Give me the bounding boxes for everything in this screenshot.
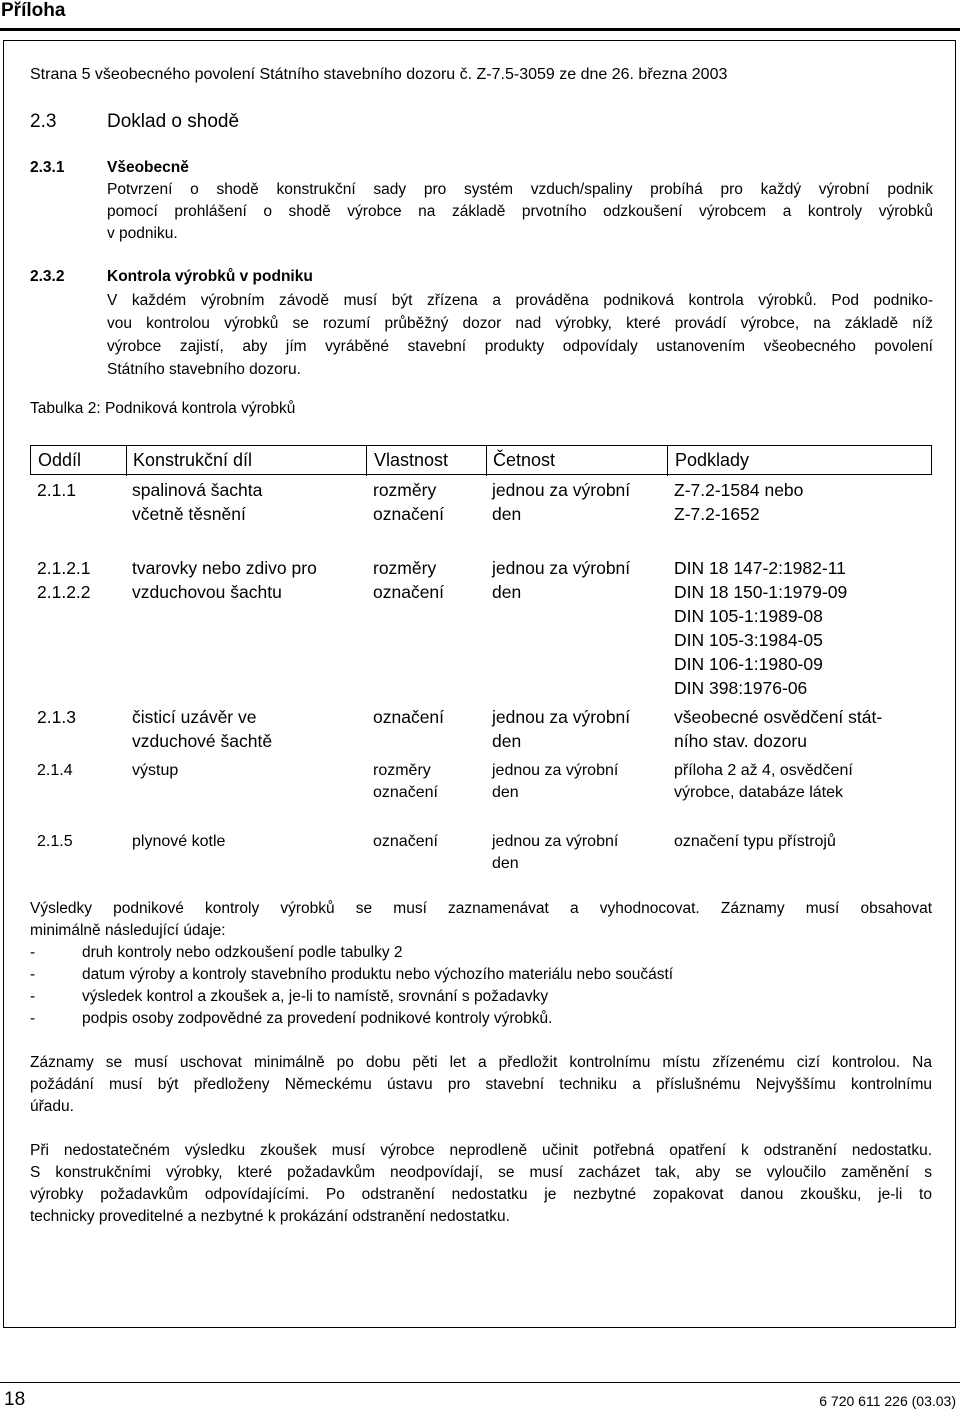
header-divider	[486, 446, 487, 476]
sub2-line: vou kontrolou výrobků se rozumí průběžný dozor nad výrobky, které provádí výrobce, na základě níž	[107, 315, 933, 332]
header-property: Vlastnost	[374, 450, 449, 470]
table-header-row	[30, 445, 932, 475]
cell-line: 2.1.4	[37, 762, 73, 779]
cell-line: označení	[373, 784, 438, 801]
list-item-text: podpis osoby zodpovědné za provedení podnikové kontroly výrobků.	[82, 1010, 553, 1027]
header-divider	[366, 446, 367, 476]
list-item-text: výsledek kontrol a zkoušek a, je-li to namístě, srovnání s požadavky	[82, 988, 549, 1005]
insufficient-line: Při nedostatečném výsledku zkoušek musí výrobce neprodleně učinit potřebná opatření k odstranění nedostatku.	[30, 1142, 932, 1159]
cell-frequency	[492, 831, 618, 875]
header-divider	[126, 446, 127, 476]
cell-line: 2.1.2.2	[37, 582, 91, 602]
cell-property	[373, 556, 444, 604]
list-item: - výsledek kontrol a zkoušek a, je-li to namístě, srovnání s požadavky	[30, 988, 549, 1005]
sub1-line: Potvrzení o shodě konstrukční sady pro systém vzduch/spaliny probíhá pro každý výrobní podnik	[107, 181, 933, 198]
cell-line: den	[492, 784, 519, 801]
sub2-number: 2.3.2	[30, 268, 65, 285]
header-divider	[667, 446, 668, 476]
cell-property	[373, 705, 444, 729]
cell-line: označení	[373, 504, 445, 524]
header-rule	[0, 28, 960, 31]
cell-line: 2.1.5	[37, 833, 73, 850]
cell-frequency	[492, 556, 630, 604]
cell-line: včetně těsnění	[132, 504, 246, 524]
sub2-title: Kontrola výrobků v podniku	[107, 268, 313, 285]
footer-rule	[0, 1382, 960, 1383]
sub1-body	[107, 179, 933, 245]
cell-line: rozměry	[373, 762, 431, 779]
cell-line: DIN 106-1:1980-09	[674, 654, 823, 674]
cell-references	[674, 705, 882, 753]
header-frequency: Četnost	[493, 450, 556, 470]
cell-frequency	[492, 760, 618, 804]
cell-line: den	[492, 855, 519, 872]
cell-line: výrobce, databáze látek	[674, 784, 843, 801]
sub1-line: pomocí prohlášení o shodě výrobce na základě prvotního odzkoušení výrobcem a kontroly výrobků	[107, 203, 933, 220]
sub2-body	[107, 289, 933, 381]
page-header-title: Příloha	[1, 0, 66, 21]
results-line: Výsledky podnikové kontroly výrobků se musí zaznamenávat a vyhodnocovat. Záznamy musí obsahovat	[30, 900, 932, 917]
cell-frequency	[492, 705, 630, 753]
cell-references	[674, 556, 847, 700]
list-item-text: druh kontroly nebo odzkoušení podle tabulky 2	[82, 944, 403, 961]
cell-frequency	[492, 478, 630, 526]
insufficient-line: technicky proveditelné a nezbytné k prokázání odstranění nedostatku.	[30, 1208, 510, 1225]
cell-line: DIN 18 150-1:1979-09	[674, 582, 848, 602]
section-title: Doklad o shodě	[107, 111, 240, 132]
cell-line: jednou za výrobní	[492, 558, 631, 578]
cell-line: ního stav. dozoru	[674, 731, 807, 751]
sub2-line: Státního stavebního dozoru.	[107, 361, 301, 378]
records-line: požádání musí být předloženy Německému ústavu pro stavební techniku a příslušnému Nejvyššímu kontrolnímu	[30, 1076, 932, 1093]
cell-line: označení	[373, 582, 445, 602]
records-paragraph	[30, 1052, 932, 1118]
cell-line: tvarovky nebo zdivo pro	[132, 558, 317, 578]
cell-line: výstup	[132, 762, 179, 779]
sub2-line: V každém výrobním závodě musí být zřízena a prováděna podniková kontrola výrobků. Pod podniko-	[107, 292, 933, 309]
cell-line: jednou za výrobní	[492, 762, 619, 779]
section-number: 2.3	[30, 111, 57, 132]
cell-property	[373, 760, 438, 804]
header-section: Oddíl	[38, 450, 82, 470]
table-caption: Tabulka 2: Podniková kontrola výrobků	[30, 400, 296, 417]
cell-section	[37, 478, 76, 502]
results-list	[30, 942, 932, 1030]
cell-part	[132, 556, 317, 604]
cell-section	[37, 705, 76, 729]
cell-line: jednou za výrobní	[492, 707, 631, 727]
cell-line: rozměry	[373, 558, 437, 578]
cell-line: den	[492, 504, 522, 524]
cell-line: 2.1.1	[37, 480, 76, 500]
cell-property	[373, 831, 438, 853]
sub1-line: v podniku.	[107, 225, 178, 242]
header-part: Konstrukční díl	[133, 450, 253, 470]
cell-line: den	[492, 582, 522, 602]
cell-line: vzduchovou šachtu	[132, 582, 282, 602]
cell-part	[132, 478, 262, 526]
cell-line: DIN 105-3:1984-05	[674, 630, 823, 650]
page-number: 18	[4, 1389, 26, 1410]
cell-line: den	[492, 731, 522, 751]
list-item: - datum výroby a kontroly stavebního produktu nebo výchozího materiálu nebo součástí	[30, 966, 674, 983]
list-item: - podpis osoby zodpovědné za provedení podnikové kontroly výrobků.	[30, 1010, 553, 1027]
cell-line: jednou za výrobní	[492, 480, 631, 500]
cell-line: rozměry	[373, 480, 437, 500]
cell-line: čisticí uzávěr ve	[132, 707, 257, 727]
cell-part	[132, 831, 225, 853]
insufficient-paragraph	[30, 1140, 932, 1228]
cell-line: Z-7.2-1584 nebo	[674, 480, 804, 500]
document-code: 6 720 611 226 (03.03)	[819, 1393, 956, 1409]
cell-line: 2.1.2.1	[37, 558, 91, 578]
sub2-line: výrobce zajistí, aby jím vyráběné stavební produkty odpovídaly ustanovením všeobecného povolení	[107, 338, 933, 355]
insufficient-line: S konstrukčními výrobky, které požadavkům neodpovídají, se musí zacházet tak, aby se vyloučilo zaměnění s	[30, 1164, 932, 1181]
results-paragraph	[30, 898, 932, 1030]
sub1-title: Všeobecně	[107, 159, 189, 176]
cell-line: vzduchové šachtě	[132, 731, 273, 751]
cell-references	[674, 760, 853, 804]
cell-section	[37, 760, 73, 782]
cell-line: DIN 105-1:1989-08	[674, 606, 823, 626]
list-item-text: datum výroby a kontroly stavebního produktu nebo výchozího materiálu nebo součástí	[82, 966, 674, 983]
header-references: Podklady	[675, 450, 750, 470]
insufficient-line: výrobky požadavkům odpovídajícími. Po odstranění nedostatku je nezbytné zopakovat danou zkoušku, je-li to	[30, 1186, 932, 1203]
cell-line: DIN 398:1976-06	[674, 678, 808, 698]
cell-references	[674, 831, 836, 853]
cell-line: všeobecné osvědčení stát-	[674, 707, 883, 727]
cell-references	[674, 478, 803, 526]
cell-line: Z-7.2-1652	[674, 504, 760, 524]
intro-text: Strana 5 všeobecného povolení Státního stavebního dozoru č. Z-7.5-3059 ze dne 26. března 2003	[30, 66, 728, 83]
cell-line: příloha 2 až 4, osvědčení	[674, 762, 853, 779]
list-item: - druh kontroly nebo odzkoušení podle tabulky 2	[30, 944, 403, 961]
cell-line: spalinová šachta	[132, 480, 263, 500]
cell-line: označení	[373, 707, 445, 727]
cell-property	[373, 478, 444, 526]
cell-line: 2.1.3	[37, 707, 76, 727]
cell-line: DIN 18 147-2:1982-11	[674, 558, 846, 578]
cell-section	[37, 831, 73, 853]
cell-line: plynové kotle	[132, 833, 226, 850]
sub1-number: 2.3.1	[30, 159, 65, 176]
cell-line: označení typu přístrojů	[674, 833, 836, 850]
records-line: Záznamy se musí uschovat minimálně po dobu pěti let a předložit kontrolnímu místu zřízenému cizí kontrolou. Na	[30, 1054, 932, 1071]
cell-part	[132, 705, 272, 753]
cell-line: jednou za výrobní	[492, 833, 619, 850]
cell-part	[132, 760, 178, 782]
records-line: úřadu.	[30, 1098, 74, 1115]
cell-line: označení	[373, 833, 438, 850]
cell-section	[37, 556, 91, 604]
results-line: minimálně následující údaje:	[30, 922, 226, 939]
